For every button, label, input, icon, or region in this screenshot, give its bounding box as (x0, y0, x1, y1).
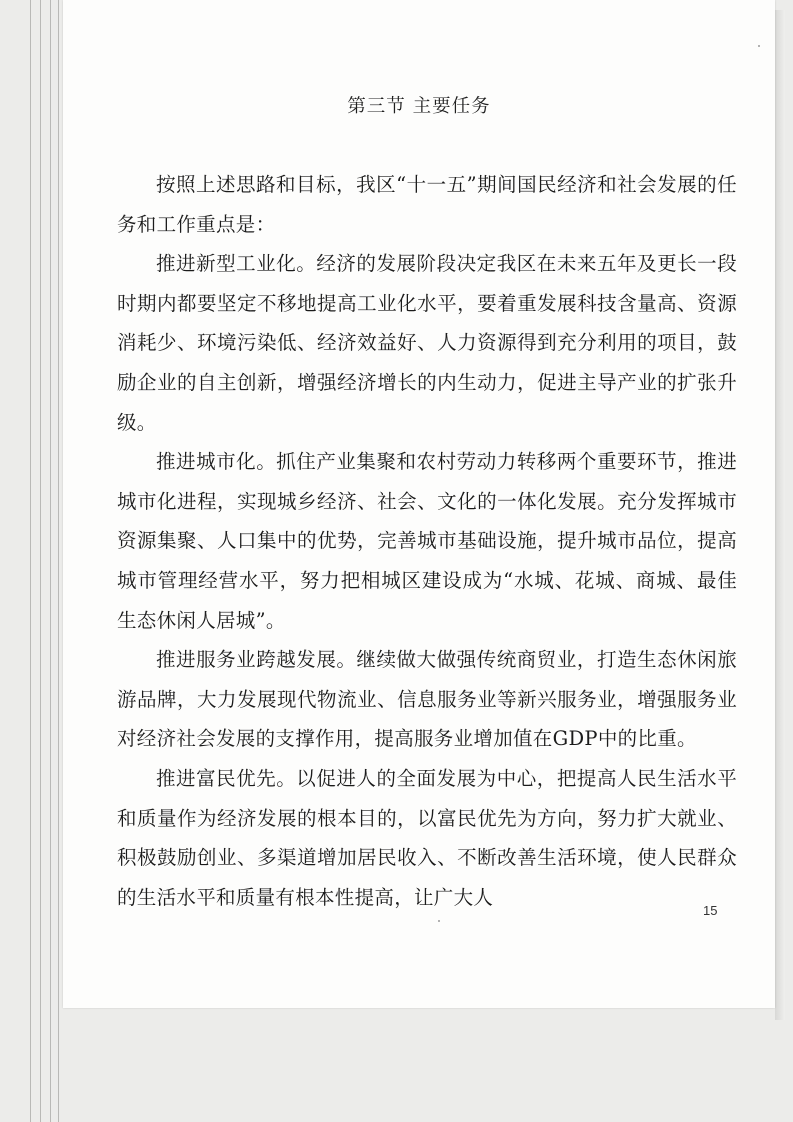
paragraph-urbanization: 推进城市化。抓住产业集聚和农村劳动力转移两个重要环节，推进城市化进程，实现城乡经济、社会、文化的一体化发展。充分发挥城市资源集聚、人口集中的优势，完善城市基础设施，提升城市品位，提高城市管理经营水平，努力把相城区建设成为“水城、花城、商城、最佳生态休闲人居城”。 (117, 450, 737, 632)
paper-stack-shadow (775, 10, 785, 1020)
page-edge-line (50, 0, 51, 1122)
page-edge-line (58, 0, 59, 1122)
page-edge-line (30, 0, 31, 1122)
paragraph-prosperity: 推进富民优先。以促进人的全面发展为中心，把提高人民生活水平和质量作为经济发展的根本目的，以富民优先为方向，努力扩大就业、积极鼓励创业、多渠道增加居民收入、不断改善生活环境，使人民群众的生活水平和质量有根本性提高，让广大人 (117, 766, 737, 909)
page-number: 15 (703, 903, 718, 918)
paragraph-industrialization: 推进新型工业化。经济的发展阶段决定我区在未来五年及更长一段时期内都要坚定不移地提高工业化水平，要着重发展科技含量高、资源消耗少、环境污染低、经济效益好、人力资源得到充分利用的项目，鼓励企业的自主创新，增强经济增长的内生动力，促进主导产业的扩张升级。 (117, 252, 737, 434)
paragraph-services: 推进服务业跨越发展。继续做大做强传统商贸业，打造生态休闲旅游品牌，大力发展现代物流业、信息服务业等新兴服务业，增强服务业对经济社会发展的支撑作用，提高服务业增加值在GDP中的比重。 (117, 648, 737, 751)
scan-speck (438, 920, 440, 922)
page-edge-line (40, 0, 41, 1122)
paragraph-intro: 按照上述思路和目标，我区“十一五”期间国民经济和社会发展的任务和工作重点是： (117, 173, 737, 236)
document-page (63, 0, 775, 1008)
document-body (117, 165, 737, 917)
scan-speck (758, 45, 760, 47)
section-heading: 第三节 主要任务 (347, 96, 491, 117)
